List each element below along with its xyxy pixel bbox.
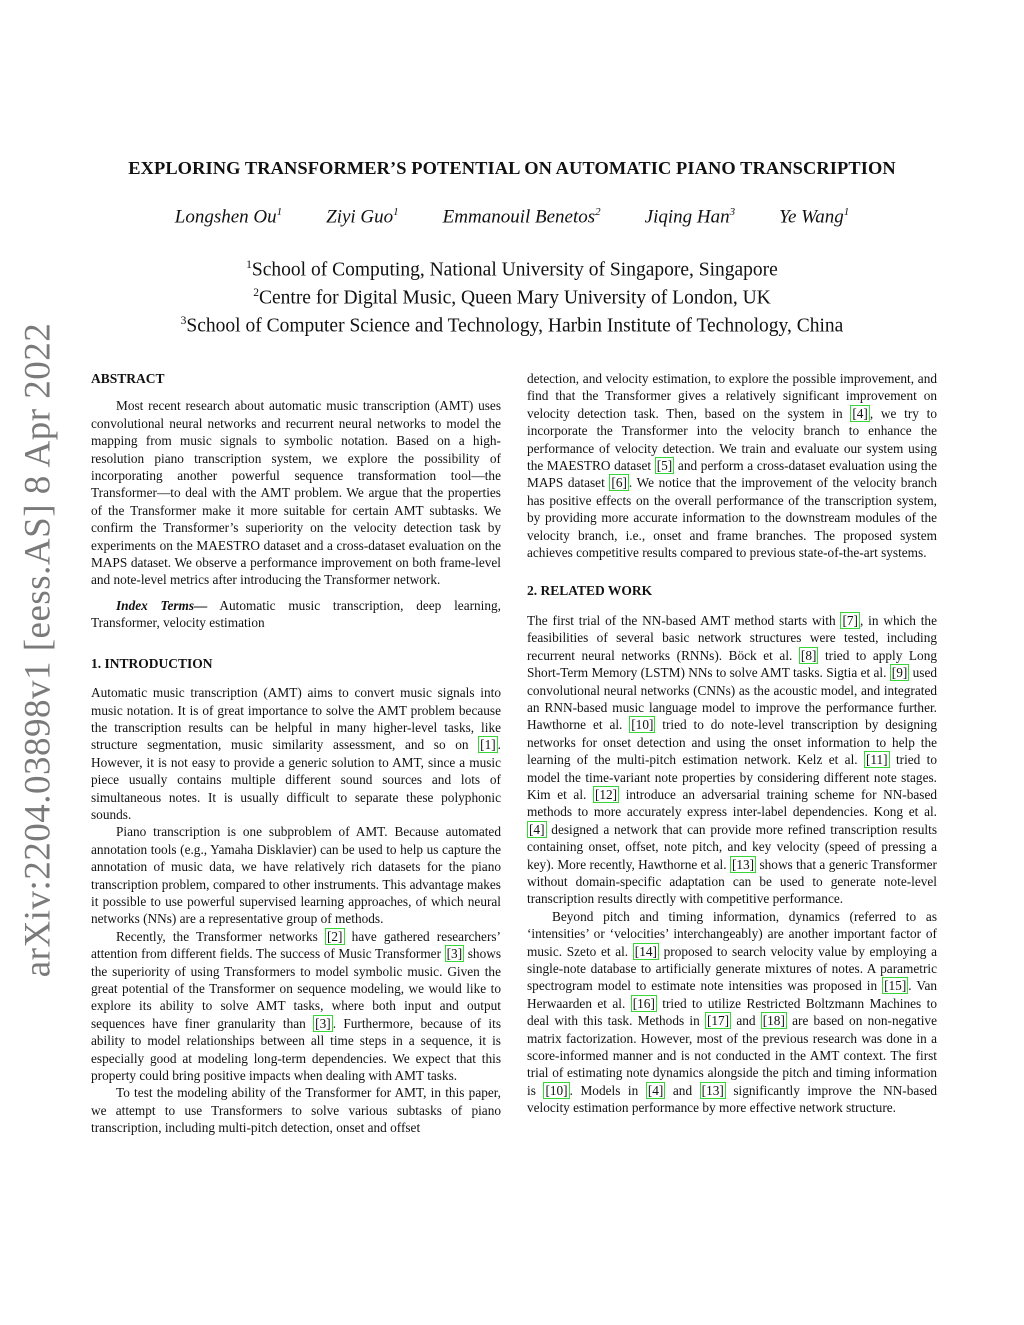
affiliation-3: $^3$School of Computer Science and Technology, Harbin Institute of Technology, China: [180, 315, 844, 337]
related-work-heading: 2. RELATED WORK: [527, 583, 653, 599]
citation-link[interactable]: [10]: [631, 717, 654, 733]
affiliation-list: [0, 254, 1024, 338]
citation-link[interactable]: [17]: [706, 1013, 730, 1029]
citation-link[interactable]: [4]: [852, 405, 868, 421]
citation-link[interactable]: [4]: [529, 821, 545, 837]
citation-link[interactable]: [15]: [884, 978, 907, 994]
citation-link[interactable]: [1]: [480, 737, 496, 753]
author-1: Longshen Ou$^1$: [174, 206, 283, 228]
intro-paragraph-2: Piano transcription is one subproblem of AMT. Because automated annotation tools (e.g., Yamaha Disklavier) can be used to help us capture the annotation of music data, we have relatively rich datasets for the piano transcription problem, compared to other instruments. This advantage makes it possible to use powerful supervised learning approaches, of which neural networks (NNs) are a representative group of methods.: [91, 824, 501, 927]
citation-link[interactable]: [3]: [446, 946, 463, 962]
affiliation-1: $^1$School of Computing, National University of Singapore, Singapore: [246, 259, 778, 281]
author-4: Jiqing Han$^3$: [644, 206, 736, 228]
citation-link[interactable]: [9]: [891, 665, 908, 681]
author-2: Ziyi Guo$^1$: [326, 206, 399, 228]
citation-link[interactable]: [2]: [326, 928, 343, 944]
related-paragraph-2: Beyond pitch and timing information, dynamics (referred to as ‘intensities’ or ‘velocities’ interchangeably) are another important factor of music. Szeto et al. [14] proposed to search velocity value by employing a single-note database to artificially generate mixtures of notes. A parametric spectrogram model to estimate note intensities was proposed in [15] . Van Herwaarden et al. [16] tried to utilize Restricted Boltzmann Machines to deal with this task. Methods in [17] and [18] are based on non-negative matrix factorization. However, most of the previous research was done in a score-informed manner and is not conducted in the AMT context. The first trial of estimating note dynamics alongside the pitch and timing information is [10] . Models in [4] and [13] significantly improve the NN-based velocity estimation performance by more effective network structure.: [527, 908, 938, 1116]
citation-link[interactable]: [16]: [632, 995, 655, 1011]
intro-continuation: detection, and velocity estimation, to explore the possible improvement, and find that the Transformer gives a relatively significant improvement on velocity detection task. Then, based on the system in [4] , we try to incorporate the Transformer into the velocity branch to enhance the performance of velocity detection. We train and evaluate our system using the MAESTRO dataset [5] and perform a cross-dataset evaluation using the MAPS dataset [6] . We notice that the improvement of the velocity branch has positive effects on the overall performance of the transcription system, by providing more accurate information to the downstream modules of the velocity branch, i.e., onset and frame branches. The proposed system achieves competitive results compared to previous state-of-the-art systems.: [527, 371, 938, 561]
author-list: [0, 206, 1024, 228]
intro-paragraph-1: Automatic music transcription (AMT) aims to convert music signals into music notation. It is of great importance to solve the AMT problem because the transcription results can be helpful in many higher-level tasks, like structure segmentation, music similarity assessment, and so on [1] . However, it is not easy to provide a generic solution to AMT, since a music piece usually contains multiple different sound sources and lots of simultaneous notes. It is usually difficult to separate these polyphonic sounds.: [91, 685, 501, 822]
citation-link[interactable]: [5]: [656, 458, 673, 474]
citation-link[interactable]: [13]: [731, 856, 755, 872]
related-paragraph-1: The first trial of the NN-based AMT method starts with [7] , in which the feasibilities of several basic network structures were tested, including recurrent neural networks (RNNs). Böck et al. [8] tried to apply Long Short-Term Memory (LSTM) NNs to solve AMT tasks. Sigtia et al. [9] used convolutional neural networks (CNNs) as the acoustic model, and integrated an RNN-based music language model to improve the performance further. Hawthorne et al. [10] tried to do note-level transcription by designing networks for onset detection and using the onset information to help the learning of the multi-pitch estimation network. Kelz et al. [11] tried to model the time-variant note properties by considering different note stages. Kim et al. [12] introduce an adversarial training scheme for NN-based methods to more accurately express inter-label dependencies. Kong et al. [4] designed a network that can provide more refined transcription results containing onset, offset, note pitch, and key velocity (speed of pressing a key). More recently, Hawthorne et al. [13] shows that a generic Transformer without domain-specific adaptation can be used to generate note-level transcription results directly with competitive performance.: [527, 612, 938, 907]
citation-link[interactable]: [11]: [865, 752, 888, 768]
citation-link[interactable]: [14]: [634, 943, 657, 959]
citation-link[interactable]: [7]: [842, 612, 858, 628]
author-5: Ye Wang$^1$: [779, 206, 850, 228]
citation-link[interactable]: [12]: [594, 786, 618, 802]
abstract-heading: ABSTRACT: [91, 371, 165, 386]
abstract-text: Most recent research about automatic music transcription (AMT) uses convolutional neural networks and recurrent neural networks to model the mapping from music signals to symbolic notation. Based on a high-resolution piano transcription system, we explore the possibility of incorporating another powerful sequence transformation tool—the Transformer—to deal with the AMT problem. We argue that the properties of the Transformer make it more suitable for certain AMT subtasks. We confirm the Transformer’s superiority on the velocity detection task by experiments on the MAESTRO dataset and a cross-dataset evaluation on the MAPS dataset. We observe a performance improvement on both frame-level and note-level metrics after introducing the Transformer network.: [91, 398, 501, 588]
intro-paragraph-4: To test the modeling ability of the Transformer for AMT, in this paper, we attempt to use Transformers to solve various subtasks of piano transcription, including multi-pitch detection, onset and offset: [91, 1085, 501, 1136]
citation-link[interactable]: [10]: [545, 1082, 568, 1098]
citation-link[interactable]: [18]: [762, 1013, 785, 1029]
paper-title: EXPLORING TRANSFORMER’S POTENTIAL ON AUTOMATIC PIANO TRANSCRIPTION: [128, 158, 896, 178]
left-column: [91, 370, 501, 1137]
citation-link[interactable]: [3]: [315, 1015, 331, 1031]
affiliation-2: $^2$Centre for Digital Music, Queen Mary University of London, UK: [253, 287, 771, 309]
author-3: Emmanouil Benetos$^2$: [442, 206, 601, 228]
intro-paragraph-3: Recently, the Transformer networks [2] have gathered researchers’ attention from different fields. The success of Music Transformer [3] shows the superiority of using Transformers to model symbolic music. Given the great potential of the Transformer on sequence modeling, we would like to explore its ability to solve AMT tasks, where both input and output sequences have finer granularity than [3] . Furthermore, because of its ability to model relationships between all time steps in a sequence, it is especially good at modeling long-term dependencies. We expect that this property could bring positive impacts when dealing with AMT tasks.: [91, 928, 501, 1084]
citation-link[interactable]: [6]: [611, 475, 627, 491]
citation-link[interactable]: [4]: [647, 1082, 664, 1098]
arxiv-side-label: arXiv:2204.03898v1 [eess.AS] 8 Apr 2022: [17, 322, 59, 978]
index-terms: [91, 597, 501, 632]
index-terms-text: Automatic music transcription, deep learning, Transformer, velocity estimation: [91, 597, 501, 631]
citation-link[interactable]: [8]: [800, 647, 817, 663]
intro-heading: 1. INTRODUCTION: [91, 655, 213, 671]
index-terms-label: Index Terms—: [116, 597, 208, 613]
right-column: [527, 370, 937, 1117]
citation-link[interactable]: [13]: [701, 1082, 724, 1098]
